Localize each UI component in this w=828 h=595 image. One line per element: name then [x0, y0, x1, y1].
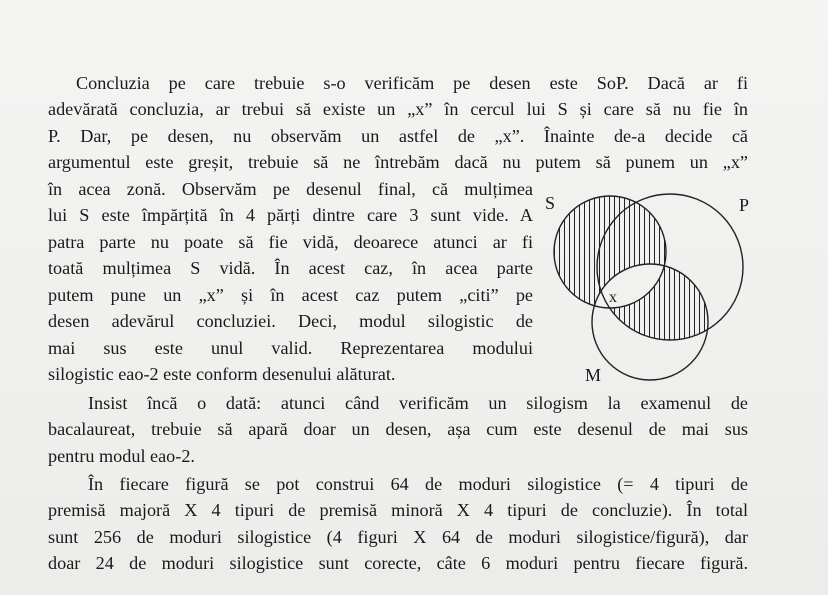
- venn-mark-x: x: [609, 289, 617, 306]
- venn-diagram: [543, 187, 773, 387]
- text-line: argumentul este greșit, trebuie să ne întrebăm dacă nu putem să punem un „x”: [48, 152, 748, 172]
- text-line: bacalaureat, trebuie să apară doar un desen, așa cum este desenul de mai sus: [48, 419, 748, 439]
- text-line: putem pune un „x” și în acest caz putem „citi” pe: [48, 285, 533, 305]
- text-line: adevărată concluzia, ar trebui să existe un „x” în cercul lui S și care să nu fie în: [48, 99, 748, 119]
- text-line: desen adevărul concluziei. Deci, modul silogistic de: [48, 311, 533, 331]
- text-line: sunt 256 de moduri silogistice (4 figuri X 64 de moduri silogistice/figură), dar: [48, 527, 748, 547]
- venn-label-m: M: [585, 365, 602, 385]
- text-line: premisă majoră X 4 tipuri de premisă minoră X 4 tipuri de concluzie). În total: [48, 500, 748, 520]
- text-line: În fiecare figură se pot construi 64 de moduri silogistice (= 4 tipuri de: [88, 474, 748, 494]
- text-line: doar 24 de moduri silogistice sunt corecte, câte 6 moduri pentru fiecare figură.: [48, 553, 748, 573]
- text-line: mai sus este unul valid. Reprezentarea modului: [48, 338, 533, 358]
- venn-label-p: P: [739, 195, 750, 215]
- text-line: patra parte nu poate să fie vidă, deoarece atunci ar fi: [48, 232, 533, 252]
- text-line: în acea zonă. Observăm pe desenul final, că mulțimea: [48, 179, 533, 199]
- venn-label-s: S: [545, 193, 556, 213]
- text-line: lui S este împărțită în 4 părți dintre care 3 sunt vide. A: [48, 205, 533, 225]
- text-line: silogistic eao-2 este conform desenului alăturat.: [48, 364, 396, 384]
- text-line: pentru modul eao-2.: [48, 446, 195, 466]
- text-line: P. Dar, pe desen, nu observăm un astfel de „x”. Înainte de-a decide că: [48, 126, 748, 146]
- text-line: Insist încă o dată: atunci când verificăm un silogism la examenul de: [88, 393, 748, 413]
- text-line: Concluzia pe care trebuie s-o verificăm pe desen este SoP. Dacă ar fi: [76, 73, 748, 93]
- text-line: toată mulțimea S vidă. În acest caz, în acea parte: [48, 258, 533, 278]
